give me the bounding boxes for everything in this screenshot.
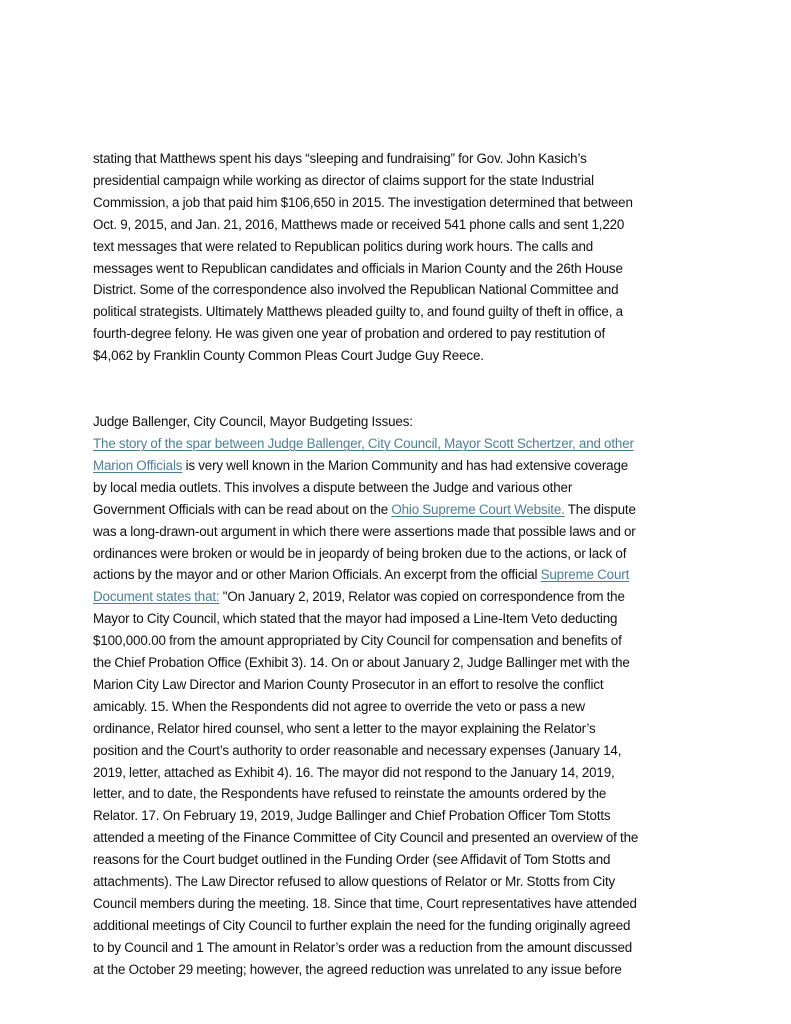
text-line: political strategists. Ultimately Matthews pleaded guilty to, and found guilty of theft in office, a	[93, 304, 623, 320]
text-line: messages went to Republican candidates and officials in Marion County and the 26th House	[93, 260, 623, 276]
text-line: ordinances were broken or would be in jeopardy of being broken due to the actions, or lack of	[93, 545, 627, 561]
text-line: to by Council and 1 The amount in Relator’s order was a reduction from the amount discussed	[93, 939, 633, 955]
text-line: presidential campaign while working as director of claims support for the state Industrial	[93, 172, 594, 188]
spar-story-link-continued[interactable]: Marion Officials	[93, 457, 183, 473]
text-line: was a long-drawn-out argument in which there were assertions made that possible laws and or	[93, 523, 636, 539]
text-line: Relator. 17. On February 19, 2019, Judge Ballinger and Chief Probation Officer Tom Stotts	[93, 808, 611, 824]
spar-story-link[interactable]: The story of the spar between Judge Ballenger, City Council, Mayor Scott Schertzer, and other	[93, 435, 634, 451]
text-segment: actions by the mayor and or other Marion Officials. An excerpt from the official	[93, 567, 541, 583]
text-line: letter, and to date, the Respondents have refused to reinstate the amounts ordered by the	[93, 786, 607, 802]
text-line: attended a meeting of the Finance Committee of City Council and presented an overview of the	[93, 830, 639, 846]
paragraph-spacer	[93, 367, 698, 411]
text-segment: is very well known in the Marion Community and has had extensive coverage	[182, 457, 629, 473]
text-line: position and the Court’s authority to order reasonable and necessary expenses (January 14,	[93, 742, 622, 758]
text-line: Marion City Law Director and Marion County Prosecutor in an effort to resolve the conflict	[93, 676, 604, 692]
text-line: text messages that were related to Republican politics during work hours. The calls and	[93, 238, 594, 254]
text-line	[93, 499, 698, 521]
text-line: Mayor to City Council, which stated that the mayor had imposed a Line-Item Veto deducting	[93, 611, 618, 627]
text-segment: "On January 2, 2019, Relator was copied on correspondence from the	[219, 589, 625, 605]
section-heading: Judge Ballenger, City Council, Mayor Budgeting Issues:	[93, 414, 413, 430]
text-line	[93, 564, 698, 586]
text-line: Commission, a job that paid him $106,650 in 2015. The investigation determined that between	[93, 194, 633, 210]
text-segment: Government Officials with can be read about on the	[93, 501, 392, 517]
matthews-paragraph	[93, 148, 698, 367]
supreme-court-document-link-continued[interactable]: Document states that:	[93, 589, 220, 605]
text-line: fourth-degree felony. He was given one year of probation and ordered to pay restitution of	[93, 326, 606, 342]
text-line: $4,062 by Franklin County Common Pleas Court Judge Guy Reece.	[93, 348, 484, 364]
text-line: Oct. 9, 2015, and Jan. 21, 2016, Matthews made or received 541 phone calls and sent 1,220	[93, 216, 625, 232]
text-line: stating that Matthews spent his days “sleeping and fundraising” for Gov. John Kasich’s	[93, 151, 587, 166]
text-line: the Chief Probation Office (Exhibit 3). 14. On or about January 2, Judge Ballinger met with the	[93, 655, 630, 671]
text-line: at the October 29 meeting; however, the agreed reduction was unrelated to any issue before	[93, 961, 622, 977]
budgeting-section	[93, 411, 698, 981]
text-line: reasons for the Court budget outlined in the Funding Order (see Affidavit of Tom Stotts and	[93, 852, 611, 868]
supreme-court-document-link[interactable]: Supreme Court	[540, 567, 630, 583]
text-line: additional meetings of City Council to further explain the need for the funding originally agreed	[93, 917, 631, 933]
text-line: 2019, letter, attached as Exhibit 4). 16. The mayor did not respond to the January 14, 2019,	[93, 764, 615, 780]
text-line: $100,000.00 from the amount appropriated by City Council for compensation and benefits of	[93, 633, 622, 649]
text-line	[93, 586, 698, 608]
text-line: Council members during the meeting. 18. Since that time, Court representatives have attended	[93, 896, 637, 911]
text-line: by local media outlets. This involves a dispute between the Judge and various other	[93, 479, 573, 495]
text-line: amicably. 15. When the Respondents did not agree to override the veto or pass a new	[93, 698, 585, 714]
document-page	[93, 148, 698, 981]
text-line	[93, 455, 698, 477]
text-line: ordinance, Relator hired counsel, who sent a letter to the mayor explaining the Relator’s	[93, 720, 596, 736]
text-line: attachments). The Law Director refused to allow questions of Relator or Mr. Stotts from City	[93, 874, 616, 890]
text-line	[93, 433, 698, 455]
text-line: District. Some of the correspondence also involved the Republican National Committee and	[93, 282, 619, 298]
ohio-supreme-court-website-link[interactable]: Ohio Supreme Court Website.	[391, 501, 565, 517]
text-segment: The dispute	[564, 501, 636, 517]
